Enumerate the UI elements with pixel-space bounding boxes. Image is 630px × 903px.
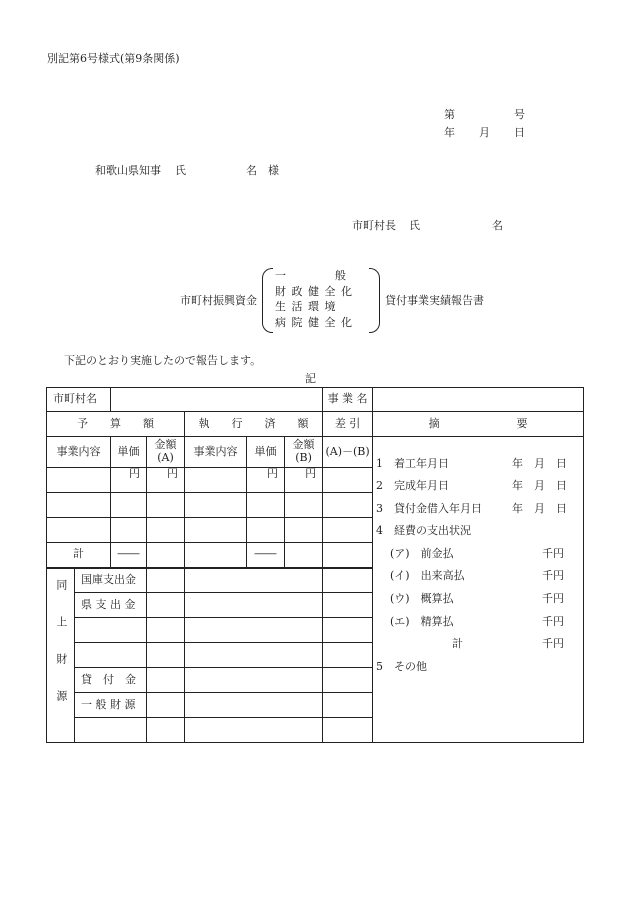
ki-label: 記 — [305, 372, 316, 385]
cell[interactable] — [147, 693, 185, 718]
municipality-field[interactable] — [111, 388, 323, 412]
addressee-surname: 氏 — [175, 164, 186, 177]
funding-row-label — [75, 718, 147, 743]
cell[interactable] — [185, 618, 323, 643]
content-cell[interactable] — [47, 493, 111, 518]
cell[interactable] — [247, 518, 285, 543]
col-amount-b: 金額 (B) — [285, 437, 323, 468]
dash: ―― — [111, 543, 147, 568]
funding-row-label — [75, 618, 147, 643]
total-b[interactable] — [285, 543, 323, 568]
cell[interactable] — [285, 518, 323, 543]
title-option: 財 政 健 全 化 — [275, 284, 353, 298]
number-suffix: 号 — [514, 108, 525, 121]
cell[interactable] — [323, 618, 373, 643]
funding-row-label: 国庫支出金 — [75, 568, 147, 593]
addressee-name: 名 — [246, 164, 257, 177]
cell[interactable] — [185, 668, 323, 693]
cell[interactable] — [185, 493, 247, 518]
cell[interactable] — [185, 693, 323, 718]
expense-label: (ア) 前金払 — [390, 547, 454, 560]
cell[interactable] — [323, 518, 373, 543]
dash: ―― — [247, 543, 285, 568]
title-option: 病 院 健 全 化 — [275, 315, 353, 329]
title-options — [275, 268, 353, 330]
cell[interactable] — [147, 718, 185, 743]
sender-name: 名 — [492, 219, 503, 232]
project-field[interactable] — [373, 388, 584, 412]
col-diff: (A)－(B) — [323, 437, 373, 468]
total-a[interactable] — [147, 543, 185, 568]
expense-unit: 千円 — [542, 592, 564, 605]
col-content-b: 事業内容 — [185, 437, 247, 468]
form-id: 別記第6号様式(第9条関係) — [47, 52, 180, 65]
funding-side-label: 同上財源 — [47, 568, 75, 743]
cell[interactable] — [185, 718, 323, 743]
cell[interactable] — [323, 693, 373, 718]
remark-item: 2 完成年月日 — [376, 479, 449, 492]
remark-item: 4 経費の支出状況 — [376, 524, 471, 537]
expense-label: (ウ) 概算払 — [390, 592, 454, 605]
expense-label: (エ) 精算払 — [390, 615, 454, 628]
addressee-title: 和歌山県知事 — [95, 164, 161, 177]
cell[interactable] — [147, 643, 185, 668]
cell[interactable] — [147, 493, 185, 518]
budget-header: 予 算 額 — [47, 412, 185, 437]
remark-item: 3 貸付金借入年月日 — [376, 502, 482, 515]
cell[interactable] — [323, 718, 373, 743]
cell[interactable] — [323, 493, 373, 518]
cell[interactable] — [247, 493, 285, 518]
left-bracket — [262, 268, 273, 333]
sender-surname: 氏 — [409, 219, 420, 232]
right-bracket — [369, 268, 380, 333]
remark-date: 年 月 日 — [512, 479, 567, 492]
expense-label: (イ) 出来高払 — [390, 569, 465, 582]
cell[interactable] — [185, 593, 323, 618]
cell[interactable] — [323, 668, 373, 693]
expense-unit: 千円 — [542, 547, 564, 560]
expense-unit: 千円 — [542, 637, 564, 650]
col-unit-price-a: 単価 — [111, 437, 147, 468]
number-label: 第 — [444, 108, 455, 121]
col-content-a: 事業内容 — [47, 437, 111, 468]
col-unit-price-b: 単価 — [247, 437, 285, 468]
unit-yen: 円 — [247, 468, 285, 493]
cell[interactable] — [323, 593, 373, 618]
date-month: 月 — [479, 126, 490, 139]
cell[interactable] — [285, 493, 323, 518]
content-cell[interactable] — [185, 468, 247, 493]
report-table — [46, 387, 584, 743]
intro-text: 下記のとおり実施したので報告します。 — [64, 354, 262, 367]
cell[interactable] — [323, 568, 373, 593]
expense-total-label: 計 — [452, 637, 463, 650]
sender-title: 市町村長 — [352, 219, 396, 232]
cell[interactable] — [185, 543, 247, 568]
funding-row-label: 県 支 出 金 — [75, 593, 147, 618]
cell[interactable] — [147, 668, 185, 693]
remark-date: 年 月 日 — [512, 502, 567, 515]
diff-header: 差 引 — [323, 412, 373, 437]
cell[interactable] — [147, 593, 185, 618]
unit-yen: 円 — [147, 468, 185, 493]
project-label: 事 業 名 — [323, 388, 373, 412]
cell[interactable] — [147, 568, 185, 593]
title-option: 一 般 — [275, 269, 347, 282]
total-label: 計 — [47, 543, 111, 568]
date-day: 日 — [514, 126, 525, 139]
total-diff[interactable] — [323, 543, 373, 568]
addressee-honorific: 様 — [268, 164, 279, 177]
funding-row-label: 一 般 財 源 — [75, 693, 147, 718]
remarks-header: 摘 要 — [373, 412, 584, 437]
cell[interactable] — [185, 643, 323, 668]
diff-cell[interactable] — [323, 468, 373, 493]
title-prefix: 市町村振興資金 — [180, 294, 257, 307]
cell[interactable] — [323, 643, 373, 668]
cell[interactable] — [147, 618, 185, 643]
content-cell[interactable] — [47, 468, 111, 493]
expense-unit: 千円 — [542, 615, 564, 628]
cell[interactable] — [185, 568, 323, 593]
col-amount-a: 金額 (A) — [147, 437, 185, 468]
remark-date: 年 月 日 — [512, 457, 567, 470]
cell[interactable] — [147, 518, 185, 543]
date-year: 年 — [444, 126, 455, 139]
expense-unit: 千円 — [542, 569, 564, 582]
content-cell[interactable] — [47, 518, 111, 543]
unit-yen: 円 — [285, 468, 323, 493]
municipality-label: 市町村名 — [47, 388, 111, 412]
title-suffix: 貸付事業実績報告書 — [385, 294, 484, 307]
cell[interactable] — [111, 493, 147, 518]
cell[interactable] — [111, 518, 147, 543]
title-option: 生 活 環 境 — [275, 300, 337, 313]
funding-row-label — [75, 643, 147, 668]
executed-header: 執 行 済 額 — [185, 412, 323, 437]
remark-other: 5 その他 — [376, 660, 427, 673]
funding-row-label: 貸 付 金 — [75, 668, 147, 693]
cell[interactable] — [185, 518, 247, 543]
remark-item: 1 着工年月日 — [376, 457, 449, 470]
unit-yen: 円 — [111, 468, 147, 493]
